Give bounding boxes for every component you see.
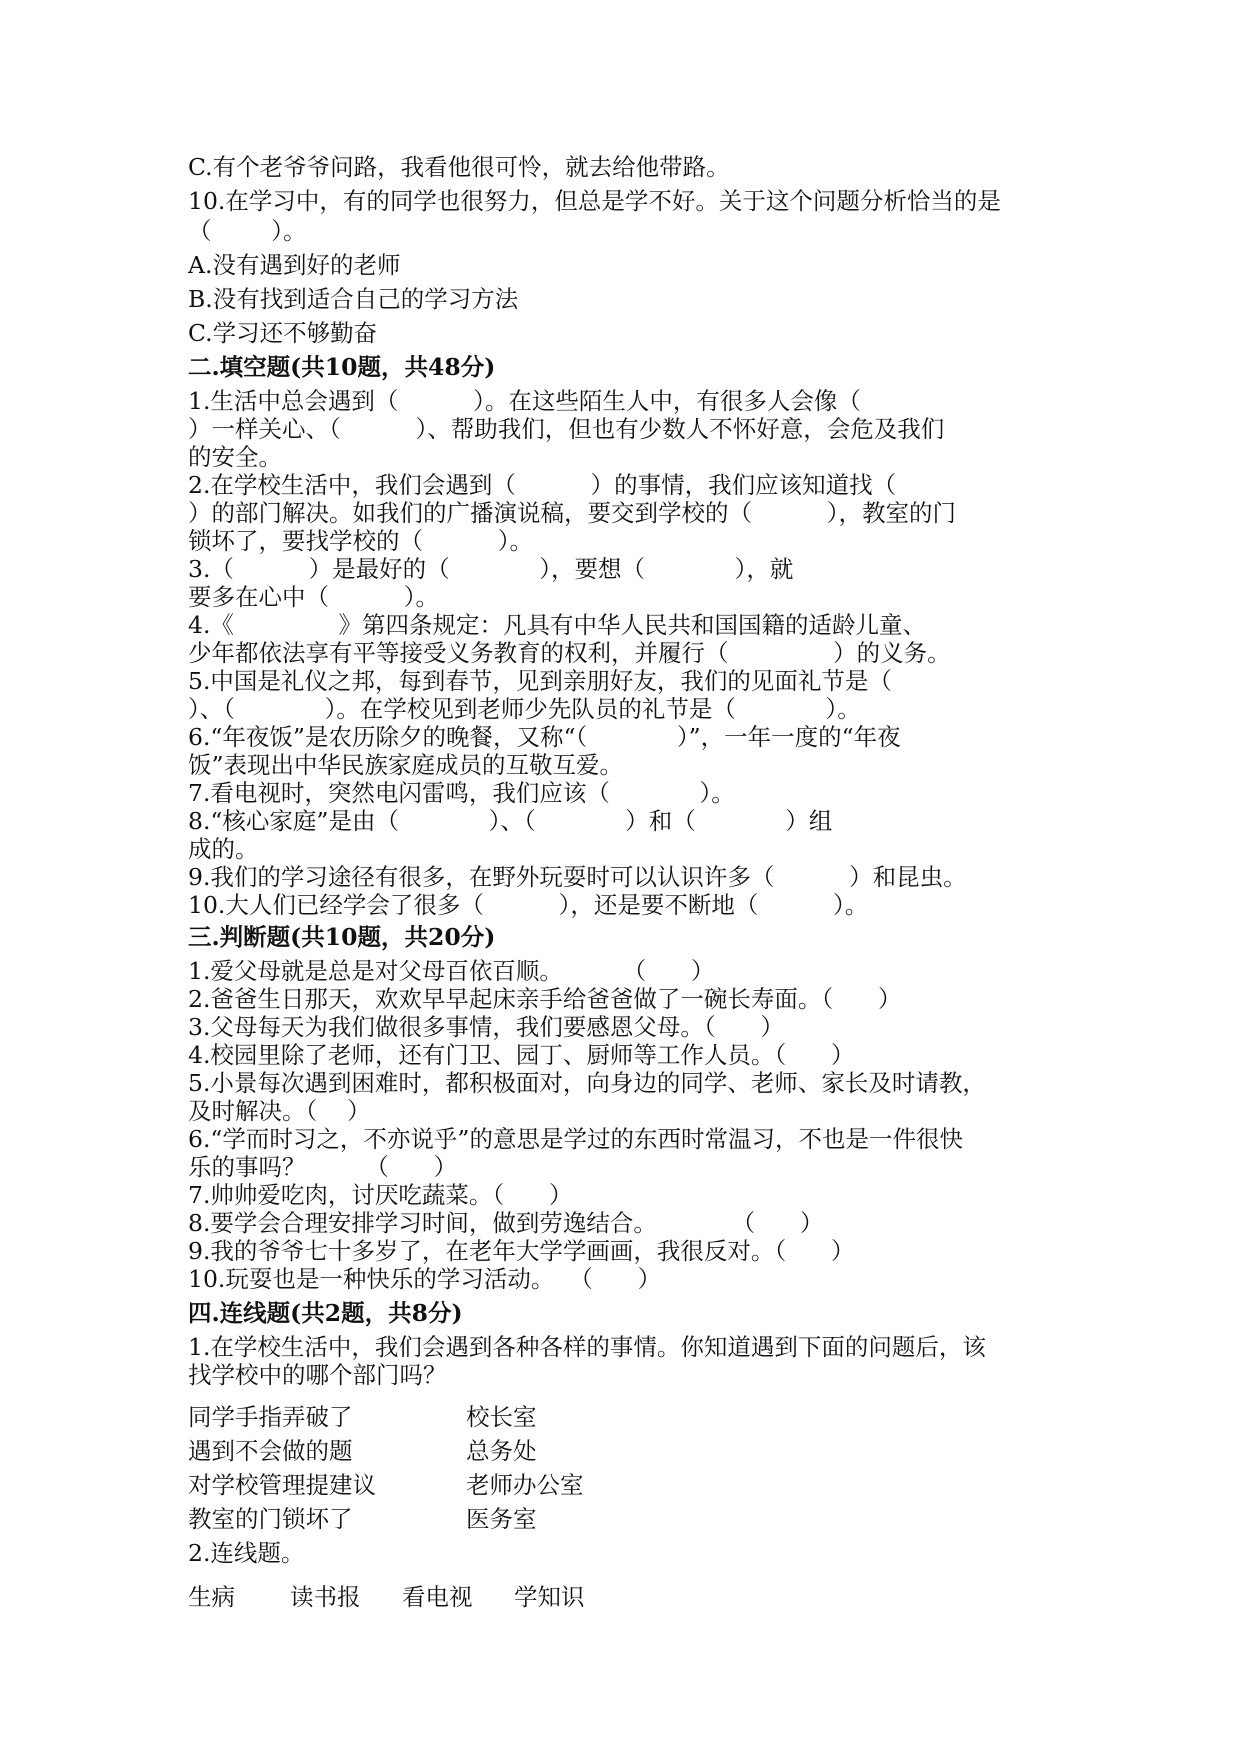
fill-line: 6.“年夜饭”是农历除夕的晚餐，又称“（ ）”，一年一度的“年夜: [188, 723, 901, 751]
judge-line: 1.爱父母就是总是对父母百依百顺。 （ ）: [188, 957, 715, 985]
fill-line: ）、（ ）。在学校见到老师少先队员的礼节是（ ）。: [188, 695, 861, 723]
judge-line: 5.小景每次遇到困难时，都积极面对，向身边的同学、老师、家长及时请教，: [188, 1069, 986, 1097]
match-left-item: 同学手指弄破了: [188, 1403, 353, 1431]
fill-line: 要多在心中（ ）。: [188, 583, 439, 611]
fill-line: 5.中国是礼仪之邦，每到春节，见到亲朋好友，我们的见面礼节是（: [188, 667, 892, 695]
fill-line: 成的。: [188, 835, 259, 863]
q10-option-c: C.学习还不够勤奋: [188, 319, 378, 347]
match-q2-item: 读书报: [290, 1583, 361, 1611]
match-left-item: 教室的门锁坏了: [188, 1505, 353, 1533]
match-q2-item: 生病: [188, 1583, 235, 1611]
fill-line: 的安全。: [188, 443, 282, 471]
section4-heading: 四.连线题(共2题，共8分): [188, 1299, 463, 1327]
q10-stem-line2: （ ）。: [188, 217, 307, 245]
match-q2-item: 学知识: [514, 1583, 585, 1611]
fill-line: 9.我们的学习途径有很多，在野外玩耍时可以认识许多（ ）和昆虫。: [188, 863, 967, 891]
fill-line: 4.《 》第四条规定：凡具有中华人民共和国国籍的适龄儿童、: [188, 611, 927, 639]
match-q2-title: 2.连线题。: [188, 1539, 305, 1567]
judge-line: 9.我的爷爷七十多岁了，在老年大学学画画，我很反对。（ ）: [188, 1237, 855, 1265]
q10-stem-line1: 10.在学习中，有的同学也很努力，但总是学不好。关于这个问题分析恰当的是: [188, 187, 1001, 215]
section3-heading: 三.判断题(共10题，共20分): [188, 923, 496, 951]
fill-line: 2.在学校生活中，我们会遇到（ ）的事情，我们应该知道找（: [188, 471, 897, 499]
match-left-item: 遇到不会做的题: [188, 1437, 353, 1465]
judge-line: 6.“学而时习之，不亦说乎”的意思是学过的东西时常温习，不也是一件很快: [188, 1125, 963, 1153]
fill-line: ）一样关心、（ ）、帮助我们，但也有少数人不怀好意，会危及我们: [188, 415, 945, 443]
judge-line: 2.爸爸生日那天，欢欢早早起床亲手给爸爸做了一碗长寿面。（ ）: [188, 985, 902, 1013]
fill-line: ）的部门解决。如我们的广播演说稿，要交到学校的（ ），教室的门: [188, 499, 956, 527]
match-right-item: 医务室: [466, 1505, 537, 1533]
judge-line: 及时解决。（ ）: [188, 1097, 371, 1125]
judge-line: 3.父母每天为我们做很多事情，我们要感恩父母。（ ）: [188, 1013, 784, 1041]
judge-line: 8.要学会合理安排学习时间，做到劳逸结合。 （ ）: [188, 1209, 824, 1237]
fill-line: 锁坏了，要找学校的（ ）。: [188, 527, 533, 555]
judge-line: 10.玩耍也是一种快乐的学习活动。 （ ）: [188, 1265, 662, 1293]
match-q1-line1: 1.在学校生活中，我们会遇到各种各样的事情。你知道遇到下面的问题后，该: [188, 1333, 986, 1361]
judge-line: 7.帅帅爱吃肉，讨厌吃蔬菜。（ ）: [188, 1181, 573, 1209]
fill-line: 7.看电视时，突然电闪雷鸣，我们应该（ ）。: [188, 779, 735, 807]
match-q1-line2: 找学校中的哪个部门吗？: [188, 1361, 447, 1389]
match-right-item: 总务处: [466, 1437, 537, 1465]
q10-option-b: B.没有找到适合自己的学习方法: [188, 285, 519, 313]
fill-line: 8.“核心家庭”是由（ ）、（ ）和（ ）组: [188, 807, 833, 835]
q9-option-c: C.有个老爷爷问路，我看他很可怜，就去给他带路。: [188, 153, 730, 181]
match-q2-item: 看电视: [402, 1583, 473, 1611]
q10-option-a: A.没有遇到好的老师: [188, 251, 401, 279]
match-left-item: 对学校管理提建议: [188, 1471, 376, 1499]
fill-line: 饭”表现出中华民族家庭成员的互敬互爱。: [188, 751, 624, 779]
fill-line: 1.生活中总会遇到（ ）。在这些陌生人中，有很多人会像（: [188, 387, 861, 415]
fill-line: 3.（ ）是最好的（ ），要想（ ），就: [188, 555, 794, 583]
match-right-item: 校长室: [466, 1403, 537, 1431]
fill-line: 10.大人们已经学会了很多（ ），还是要不断地（ ）。: [188, 891, 869, 919]
judge-line: 乐的事吗？ （ ）: [188, 1153, 458, 1181]
judge-line: 4.校园里除了老师，还有门卫、园丁、厨师等工作人员。（ ）: [188, 1041, 855, 1069]
section2-heading: 二.填空题(共10题，共48分): [188, 353, 496, 381]
fill-line: 少年都依法享有平等接受义务教育的权利，并履行（ ）的义务。: [188, 639, 951, 667]
match-right-item: 老师办公室: [466, 1471, 584, 1499]
